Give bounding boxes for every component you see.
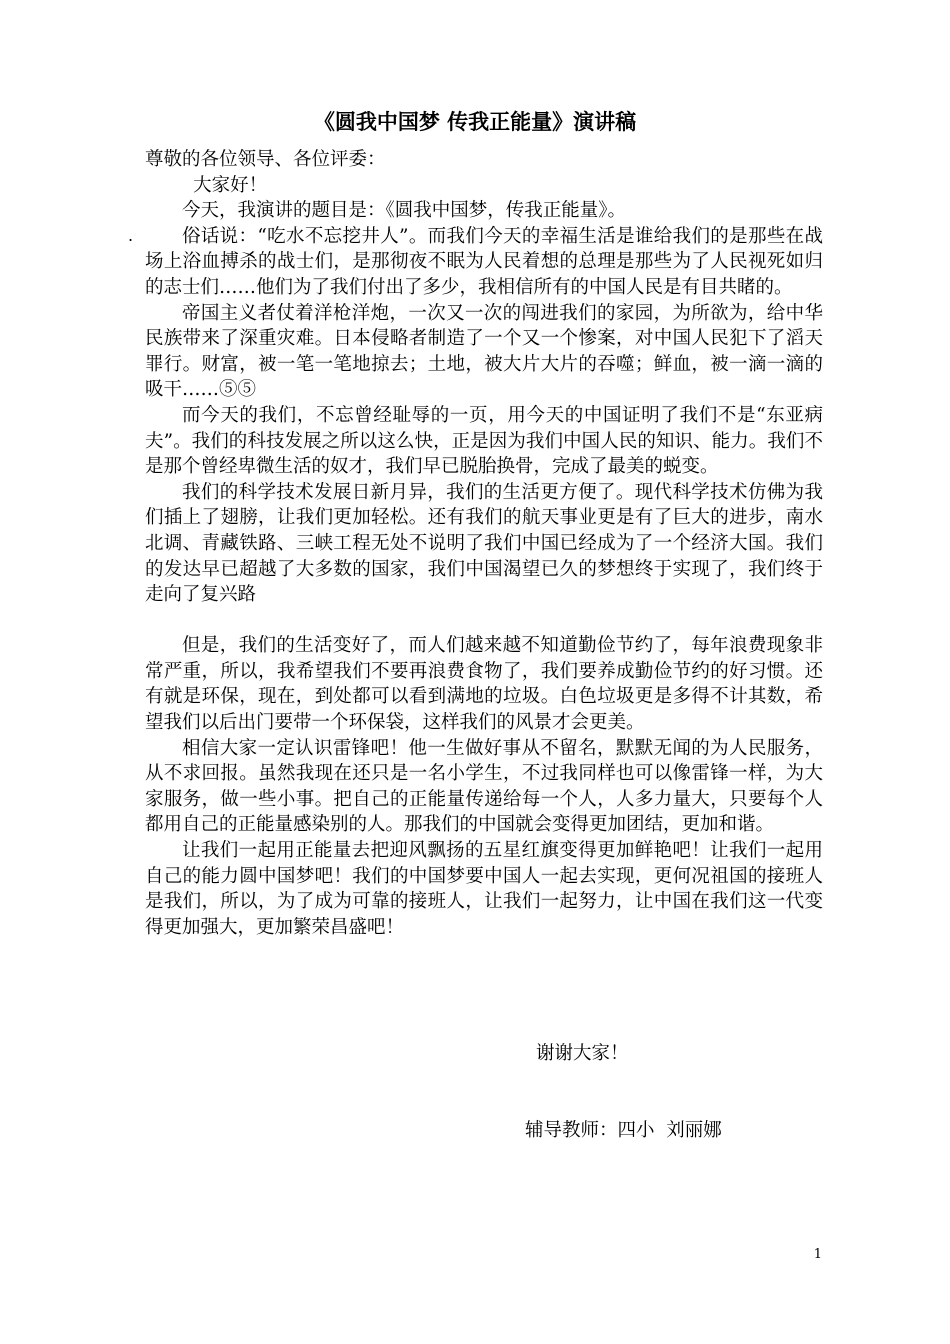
paragraph: 让我们一起用正能量去把迎风飘扬的五星红旗变得更加鲜艳吧！让我们一起用自己的能力圆中国梦吧！我们的中国梦要中国人一起去实现，更何况祖国的接班人是我们，所以，为了成为可靠的接班人，让我们一起努力，让中国在我们这一代变得更加强大，更加繁荣昌盛吧！: [145, 840, 823, 938]
document-title: 《圆我中国梦 传我正能量》演讲稿: [313, 110, 637, 134]
paragraph: 但是，我们的生活变好了，而人们越来越不知道勤俭节约了，每年浪费现象非常严重，所以，我希望我们不要再浪费食物了，我们要养成勤俭节约的好习惯。还有就是环保，现在，到处都可以看到满地的垃圾。白色垃圾更是多得不计其数，希望我们以后出门要带一个环保袋，这样我们的风景才会更美。: [145, 635, 823, 734]
paragraph: 帝国主义者仗着洋枪洋炮，一次又一次的闯进我们的家园，为所欲为，给中华民族带来了深重灾难。日本侵略者制造了一个又一个惨案，对中国人民犯下了滔天罪行。财富，被一笔一笔地掠去；土地，被大片大片的吞噬；鲜血，被一滴一滴的吸干……⑤⑤: [145, 302, 823, 401]
paragraph: 相信大家一定认识雷锋吧！他一生做好事从不留名，默默无闻的为人民服务，从不求回报。虽然我现在还只是一名小学生，不过我同样也可以像雷锋一样，为大家服务，做一些小事。把自己的正能量传递给每一个人，人多力量大，只要每个人都用自己的正能量感染别的人。那我们的中国就会变得更加团结，更加和谐。: [145, 737, 823, 836]
closing-thanks: 谢谢大家！: [536, 1043, 629, 1064]
greeting: 大家好！: [193, 174, 268, 196]
speech-body: [145, 147, 823, 940]
stray-mark: .: [128, 226, 134, 245]
paragraph: 而今天的我们，不忘曾经耻辱的一页，用今天的中国证明了我们不是“东亚病夫”。我们的科技发展之所以这么快，正是因为我们中国人民的知识、能力。我们不是那个曾经卑微生活的奴才，我们早已脱胎换骨，完成了最美的蜕变。: [145, 404, 823, 478]
paragraph: 俗话说：“吃水不忘挖井人”。而我们今天的幸福生活是谁给我们的是那些在战场上浴血搏杀的战士们，是那彻夜不眠为人民着想的总理是那些为了人民视死如归的志士们……他们为了我们付出了多少，我相信所有的中国人民是有目共睹的。: [145, 225, 823, 298]
salutation: 尊敬的各位领导、各位评委：: [145, 149, 386, 170]
paragraph: 我们的科学技术发展日新月异，我们的生活更方便了。现代科学技术仿佛为我们插上了翅膀，让我们更加轻松。还有我们的航天事业更是有了巨大的进步，南水北调、青藏铁路、三峡工程无处不说明了我们中国已经成为了一个经济大国。我们的发达早已超越了大多数的国家，我们中国渴望已久的梦想终于实现了，我们终于走向了复兴路: [145, 481, 823, 606]
page-number: 1: [813, 1247, 822, 1262]
signature: 辅导教师：四小 刘丽娜: [525, 1120, 722, 1141]
paragraph: 今天，我演讲的题目是：《圆我中国梦，传我正能量》。: [182, 200, 627, 222]
